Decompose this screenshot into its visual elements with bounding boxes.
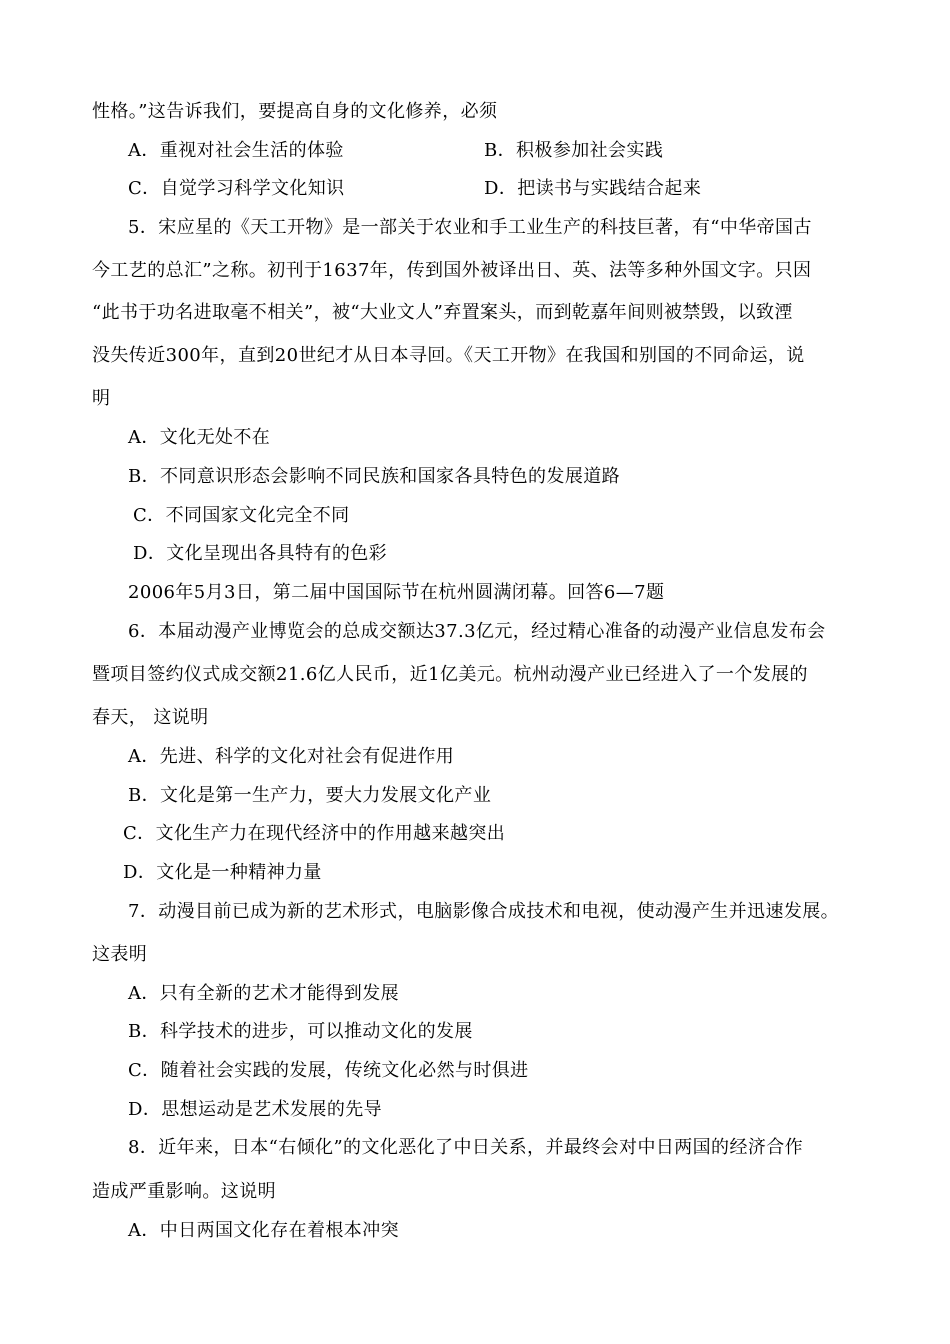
option-a: A．中日两国文化存在着根本冲突 [128,1220,399,1241]
option-c: C．随着社会实践的发展，传统文化必然与时俱进 [128,1060,529,1081]
text-line: “此书于功名进取毫不相关”，被“大业文人”弃置案头，而到乾嘉年间则被禁毁，以致湮 [92,302,793,323]
option-d: D．文化呈现出各具特有的色彩 [133,543,388,564]
text-line: 明 [92,388,111,409]
question-7: 7．动漫目前已成为新的艺术形式，电脑影像合成技术和电视，使动漫产生并迅速发展。 [128,901,840,922]
option-b: B．不同意识形态会影响不同民族和国家各具特色的发展道路 [128,466,621,487]
option-d: D．把读书与实践结合起来 [484,178,702,199]
option-d: D．文化是一种精神力量 [123,862,322,883]
option-b: B．科学技术的进步，可以推动文化的发展 [128,1021,473,1042]
text-line: 性格。”这告诉我们，要提高自身的文化修养，必须 [92,101,498,122]
text-line: 暨项目签约仪式成交额21.6亿人民币，近1亿美元。杭州动漫产业已经进入了一个发展的 [92,664,808,685]
option-a: A．文化无处不在 [128,427,271,448]
section-intro: 2006年5月3日，第二届中国国际节在杭州圆满闭幕。回答6—7题 [128,582,665,603]
text-line: 没失传近300年，直到20世纪才从日本寻回。《天工开物》在我国和别国的不同命运，说 [92,345,805,366]
option-b: B．文化是第一生产力，要大力发展文化产业 [128,785,492,806]
option-c: C．不同国家文化完全不同 [133,505,350,526]
option-c: C．文化生产力在现代经济中的作用越来越突出 [123,823,506,844]
question-5: 5．宋应星的《天工开物》是一部关于农业和手工业生产的科技巨著，有“中华帝国古 [128,217,812,238]
question-8: 8．近年来，日本“右倾化”的文化恶化了中日关系，并最终会对中日两国的经济合作 [128,1137,804,1158]
text-line: 这表明 [92,944,148,965]
text-line: 今工艺的总汇”之称。初刊于1637年，传到国外被译出日、英、法等多种外国文字。只因 [92,260,812,281]
option-b: B．积极参加社会实践 [484,140,664,161]
option-d: D．思想运动是艺术发展的先导 [128,1099,383,1120]
text-line: 造成严重影响。这说明 [92,1181,276,1202]
option-c: C．自觉学习科学文化知识 [128,178,345,199]
option-a: A．只有全新的艺术才能得到发展 [128,983,399,1004]
text-line: 春天， 这说明 [92,707,209,728]
option-a: A．先进、科学的文化对社会有促进作用 [128,746,455,767]
question-6: 6．本届动漫产业博览会的总成交额达37.3亿元，经过精心准备的动漫产业信息发布会 [128,621,826,642]
option-a: A．重视对社会生活的体验 [128,140,344,161]
